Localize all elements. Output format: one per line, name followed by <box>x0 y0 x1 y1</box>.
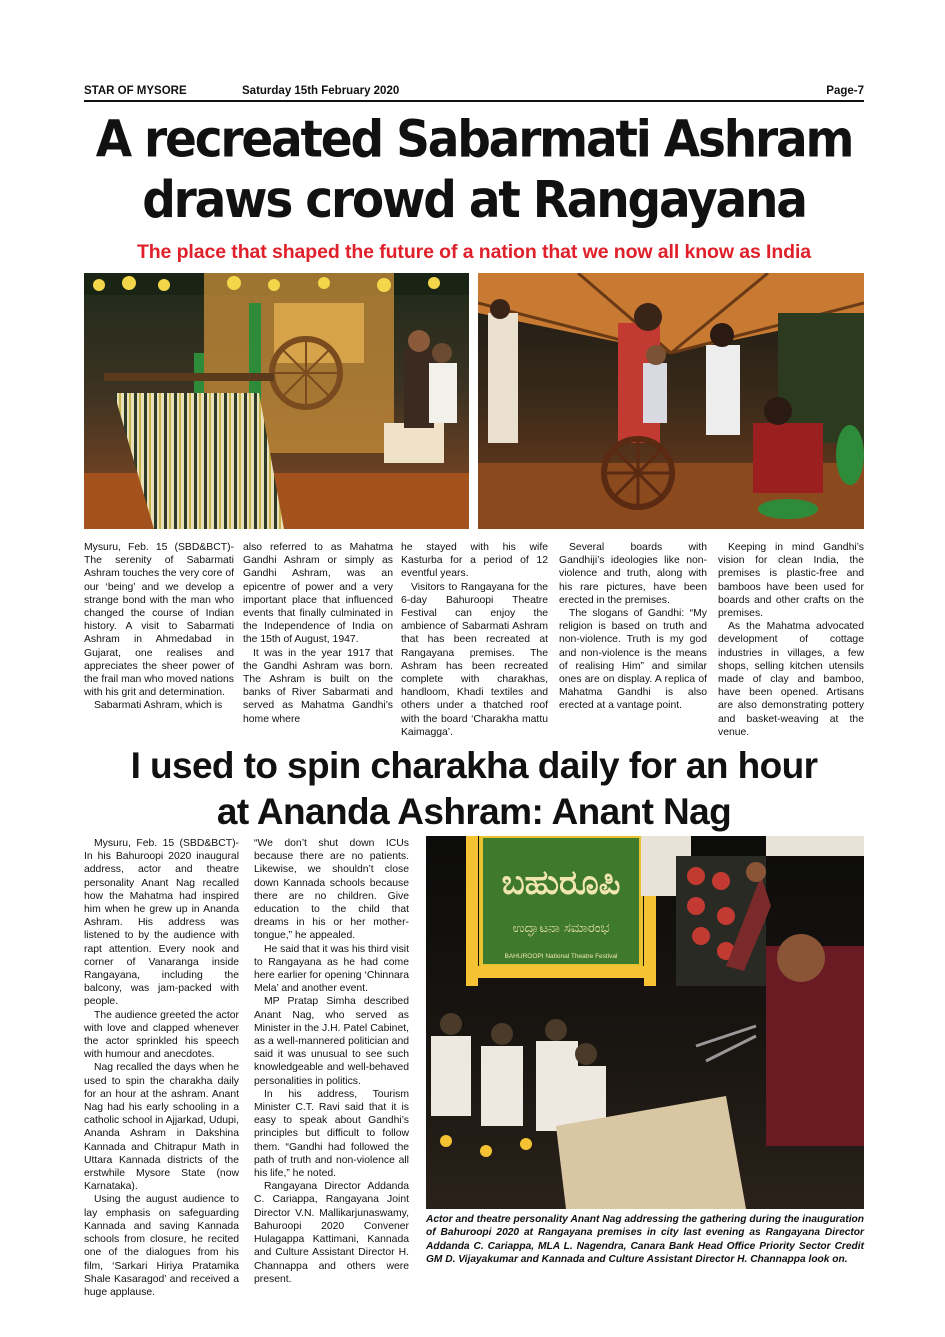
story1-column-3 <box>401 541 548 739</box>
story1-col1-para1: Mysuru, Feb. 15 (SBD&BCT)- The serenity of Sabarmati Ashram touches the very core of our ‘being’ and we develop a strange bond with the man who changed the course of Indian history. A visit to Sabarmati Ashram in Ahmedabad in Gujarat, one realises and appreciates the sheer power of the frail man who moved nations with his grit and determination. <box>84 542 234 699</box>
story1-column-1 <box>84 541 234 713</box>
issue-date: Saturday 15th February 2020 <box>242 85 400 97</box>
story1-col2-para2: It was in the year 1917 that the Gandhi Ashram was born. The Ashram is built on the banks of River Sabarmati and served as Mahatma Gandhi’s home where <box>243 647 393 725</box>
masthead-rule <box>84 100 864 102</box>
story2-col2-para1: “We don’t shut down ICUs because there are no patients. Likewise, we shouldn’t close down Kannada schools because there are no children. Give education to the child that dreams in his or her mother-tongue,” he appealed. <box>254 838 409 942</box>
story1-subhead: The place that shaped the future of a nation that we now all know as India <box>136 241 812 263</box>
story1-col3-para2: Visitors to Rangayana for the 6-day Bahuroopi Theatre Festival can enjoy the ambience of Sabarmati Ashram that has been recreated at Rangayana premises. The Ashram has been recreated complete with charakhas, handloom, Khadi textiles and others under a thatched roof with the board ‘Charakha mattu Kaimagga’. <box>401 581 548 738</box>
story1-column-4 <box>559 541 707 713</box>
story1-col4-para2: The slogans of Gandhi: “My religion is based on truth and non-violence. Truth is my god and non-violence is the means of realising Him” and similar ones are on display. A replica of Mahatma Gandhi is also erected at a vantage point. <box>559 608 707 712</box>
story2-col2-para5: Rangayana Director Addanda C. Cariappa, Rangayana Joint Director V.N. Mallikarjunaswamy, Bahuroopi 2020 Convener Hulagappa Kattimani, Kannada and Culture Assistant Director H. Channappa and others were present. <box>254 1181 409 1285</box>
photo-caption: Actor and theatre personality Anant Nag addressing the gathering during the inauguration of Bahuroopi 2020 at Rangayana premises in city last evening as Rangayana Director Addanda C. Cariappa, MLA L. Nagendra, Canara Bank Head Office Priority Sector Credit GM D. Vijayakumar and Kannada and Culture Assistant Director H. Channappa look on. <box>426 1214 864 1266</box>
story1-headline-line1: A recreated Sabarmati Ashram <box>95 110 853 170</box>
newspaper-name: STAR OF MYSORE <box>84 85 187 97</box>
page-number: Page-7 <box>826 85 864 97</box>
story2-col1-para3: Nag recalled the days when he used to spin the charakha daily for an hour at the ashram. Anant Nag had his early schooling in a catholic school in Ajjarkad, Udupi, Ananda Ashram in Dakshina Kannada and Chitrapur Math in Uttara Kannada districts of the erstwhile Mysore State (now Karnataka). <box>84 1062 239 1193</box>
story1-col3-para1: he stayed with his wife Kasturba for a period of 12 eventful years. <box>401 542 548 580</box>
story1-col4-para1: Several boards with Gandhiji’s ideologies like non-violence and truth, along with his rare pictures, have been erected in the premises. <box>559 542 707 606</box>
photo-handloom-charakha <box>84 273 469 529</box>
story2-col2-para3: MP Pratap Simha described Anant Nag, who served as Minister in the J.H. Patel Cabinet, as a well-mannered politician and said it was unusual to see such knowledgeable and well-behaved personalities in politics. <box>254 996 409 1087</box>
story1-headline <box>84 110 864 231</box>
story2-col1-para4: Using the august audience to lay emphasis on safeguarding Kannada and saving Kannada schools from closure, he recited one of the dialogues from his film, ‘Sarkari Hiriya Pratamika Shale Kasaragod’ and received a huge applause. <box>84 1194 239 1298</box>
story1-column-2 <box>243 541 393 726</box>
story2-headline <box>84 743 864 835</box>
story1-col2-para1: also referred to as Mahatma Gandhi Ashram or simply as Gandhi Ashram, was an epicentre of power and a very important place that influenced events that finally culminated in the Independence of India on the 15th of August, 1947. <box>243 542 393 646</box>
story2-headline-line1: I used to spin charakha daily for an hour <box>130 745 818 786</box>
story1-col5-para1: Keeping in mind Gandhi’s vision for clean India, the premises is plastic-free and bamboos have been used for boards and other crafts on the premises. <box>718 542 864 620</box>
story2-headline-line2: at Ananda Ashram: Anant Nag <box>216 791 732 832</box>
story2-column-1 <box>84 837 239 1299</box>
story1-headline-line2: draws crowd at Rangayana <box>142 170 806 230</box>
banner-title: ಬಹುರೂಪಿ <box>501 863 621 903</box>
story2-column-2 <box>254 837 409 1286</box>
masthead <box>84 84 864 100</box>
story2-col1-para2: The audience greeted the actor with love and clapped whenever the actor sprinkled his speech with humour and anecdotes. <box>84 1009 239 1061</box>
banner-english: BAHUROOPI National Theatre Festival <box>504 953 618 960</box>
story1-col5-para2: As the Mahatma advocated development of cottage industries in villages, a few shops, selling kitchen utensils made of clay and bamboo, have been opened. Artisans are also demonstrating pottery and basket-weaving at the venue. <box>718 621 864 738</box>
banner-subtitle: ಉದ್ಘಾಟನಾ ಸಮಾರಂಭ <box>512 921 610 936</box>
story2-col2-para4: In his address, Tourism Minister C.T. Ravi said that it is easy to speak about Gandhi’s principles but difficult to follow them. “Gandhi had followed the path of truth and non-violence all his life,” he noted. <box>254 1088 409 1180</box>
story1-column-5 <box>718 541 864 739</box>
story2-col2-para2: He said that it was his third visit to Rangayana as he had come here earlier for opening ‘Chinnara Mela’ and another event. <box>254 943 409 995</box>
story2-col1-para1: Mysuru, Feb. 15 (SBD&BCT)- In his Bahuroopi 2020 inaugural address, actor and theatre personality Anant Nag recalled how the Mahatma had inspired him when he grew up in Ananda Ashram. His address was listened to by the audience with rapt attention. Every nook and corner of Vanaranga inside Rangayana, including the balcony, was jam-packed with people. <box>84 838 239 1008</box>
story1-col1-para2: Sabarmati Ashram, which is <box>94 700 223 712</box>
photo-bahuroopi-inauguration <box>426 836 864 1209</box>
photo-spinning-wheel-visitors <box>478 273 864 529</box>
